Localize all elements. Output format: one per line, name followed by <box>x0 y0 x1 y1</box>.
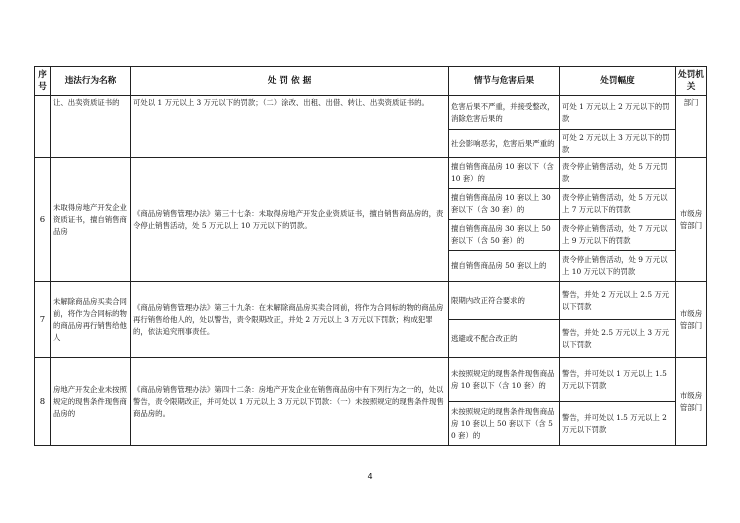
penalty-standards-table <box>34 66 707 446</box>
cell-no: 6 <box>35 158 51 282</box>
cell-range: 警告，并处 2.5 万元以上 3 万元以下罚款 <box>560 320 676 358</box>
cell-range: 责令停止销售活动，处 7 万元以上 9 万元以下的罚款 <box>560 220 676 251</box>
cell-no: 7 <box>35 282 51 358</box>
cell-basis: 《商品房销售管理办法》第三十七条：未取得房地产开发企业资质证书，擅自销售商品房的，责令停止销售活动，处 5 万元以上 10 万元以下的罚款。 <box>131 158 449 282</box>
table-row <box>35 158 707 189</box>
header-agency: 处罚机关 <box>676 67 707 96</box>
cell-range: 责令停止销售活动，处 9 万元以上 10 万元以下的罚款 <box>560 251 676 282</box>
cell-circumstance: 危害后果不严重，并接受整改，消除危害后果的 <box>449 96 560 130</box>
cell-circumstance: 擅自销售商品房 50 套以上的 <box>449 251 560 282</box>
cell-circumstance: 擅自销售商品房 10 套以上 30 套以下（含 30 套）的 <box>449 189 560 220</box>
cell-agency: 市级房管部门 <box>676 282 707 358</box>
cell-basis: 《商品房销售管理办法》第四十二条：房地产开发企业在销售商品房中有下列行为之一的，处以警告，责令限期改正，并可处以 1 万元以上 3 万元以下罚款：（一）未按照规定的现售条件现售商品房的。 <box>131 358 449 446</box>
header-circumstance: 情节与危害后果 <box>449 67 560 96</box>
header-basis: 处 罚 依 据 <box>131 67 449 96</box>
table-row <box>35 358 707 402</box>
cell-circumstance: 未按照规定的现售条件现售商品房 10 套以上 50 套以下（含 50 套）的 <box>449 402 560 446</box>
cell-basis: 《商品房销售管理办法》第三十九条：在未解除商品房买卖合同前，将作为合同标的物的商品房再行销售给他人的，处以警告，责令限期改正，并处 2 万元以上 3 万元以下罚款；构成犯罪的，依法追究刑事责任。 <box>131 282 449 358</box>
cell-circumstance: 未按照规定的现售条件现售商品房 10 套以下（含 10 套）的 <box>449 358 560 402</box>
cell-act: 未解除商品房买卖合同前，将作为合同标的物的商品房再行销售给他人 <box>51 282 131 358</box>
cell-circumstance: 限期内改正符合要求的 <box>449 282 560 320</box>
table-header-row <box>35 67 707 96</box>
cell-range: 责令停止销售活动，处 5 万元罚款 <box>560 158 676 189</box>
cell-agency: 市级房管部门 <box>676 358 707 446</box>
cell-agency: 市级房管部门 <box>676 158 707 282</box>
cell-no: 8 <box>35 358 51 446</box>
header-range: 处罚幅度 <box>560 67 676 96</box>
cell-circumstance: 逃避或不配合改正的 <box>449 320 560 358</box>
cell-agency: 部门 <box>676 96 707 158</box>
cell-circumstance: 社会影响恶劣，危害后果严重的 <box>449 130 560 158</box>
cell-circumstance: 擅自销售商品房 30 套以上 50 套以下（含 50 套）的 <box>449 220 560 251</box>
cell-range: 责令停止销售活动，处 5 万元以上 7 万元以下的罚款 <box>560 189 676 220</box>
table-row <box>35 282 707 320</box>
header-no: 序号 <box>35 67 51 96</box>
header-act: 违法行为名称 <box>51 67 131 96</box>
cell-no <box>35 96 51 158</box>
cell-range: 可处 2 万元以上 3 万元以下的罚款 <box>560 130 676 158</box>
cell-act: 未取得房地产开发企业资质证书，擅自销售商品房 <box>51 158 131 282</box>
penalty-standards-table-page <box>34 66 706 446</box>
cell-range: 警告，并处 2 万元以上 2.5 万元以下罚款 <box>560 282 676 320</box>
cell-act: 房地产开发企业未按照规定的现售条件现售商品房的 <box>51 358 131 446</box>
cell-range: 警告，并可处以 1 万元以上 1.5 万元以下罚款 <box>560 358 676 402</box>
cell-act: 让、出卖资质证书的 <box>51 96 131 158</box>
cell-basis: 可处以 1 万元以上 3 万元以下的罚款；（二）涂改、出租、出借、转让、出卖资质证书的。 <box>131 96 449 158</box>
cell-circumstance: 擅自销售商品房 10 套以下（含 10 套）的 <box>449 158 560 189</box>
table-row <box>35 96 707 130</box>
cell-range: 警告，并可处以 1.5 万元以上 2 万元以下罚款 <box>560 402 676 446</box>
page-number: 4 <box>367 472 373 481</box>
cell-range: 可处 1 万元以上 2 万元以下的罚款 <box>560 96 676 130</box>
